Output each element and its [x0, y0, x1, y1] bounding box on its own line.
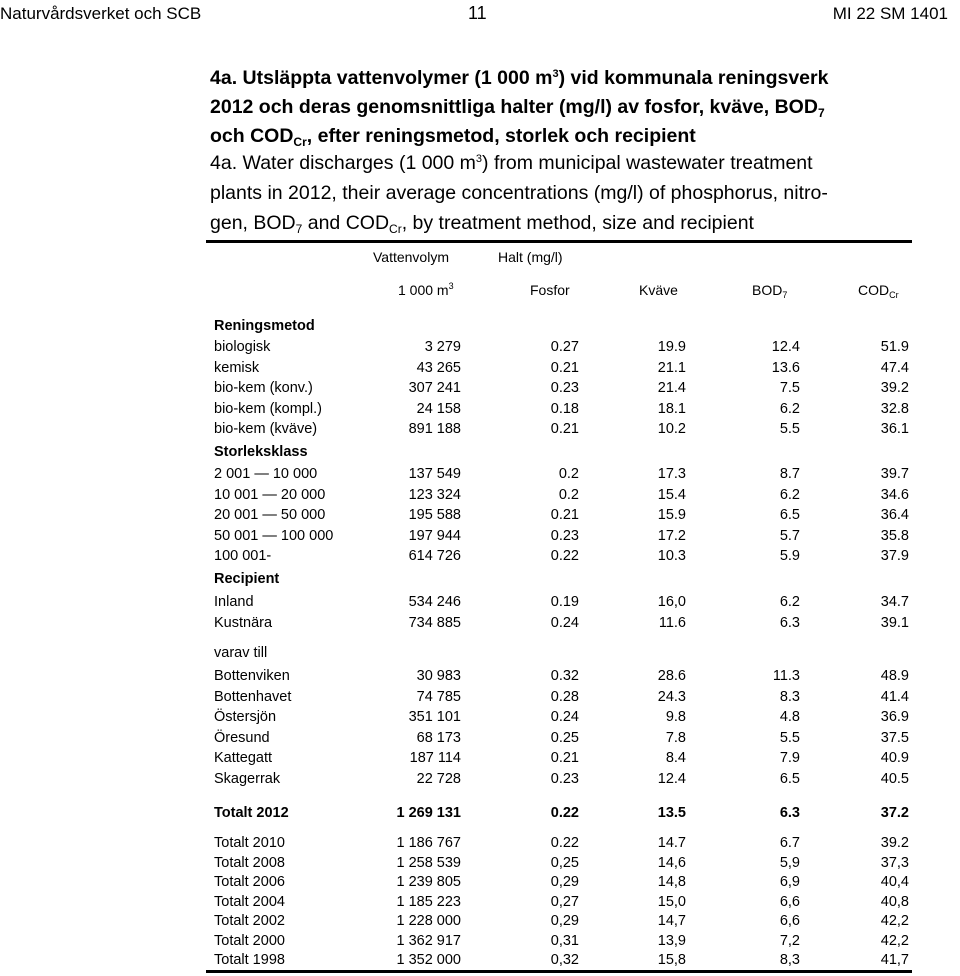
cell-cod: 42,2 [880, 913, 909, 929]
cell-cod: 47.4 [880, 359, 909, 376]
cell-kvave: 14,7 [657, 913, 686, 929]
table-row [214, 950, 914, 970]
row-label: Bottenhavet [214, 688, 292, 705]
table-row [214, 931, 914, 951]
cell-cod: 37.2 [880, 805, 909, 821]
cell-fosfor: 0.21 [550, 421, 579, 437]
cell-cod: 40,8 [880, 893, 909, 910]
col-header-bod: $BOD_7$ [752, 282, 788, 300]
cell-fosfor: 0.28 [550, 688, 579, 705]
cell-bod: 5.7 [779, 527, 800, 544]
row-label: 20 001 — 50 000 [214, 507, 326, 523]
cell-volume: 30 983 [416, 668, 461, 684]
cell-volume: 123 324 [408, 486, 461, 503]
cell-volume: 734 885 [408, 614, 461, 631]
cell-cod: 39.2 [880, 380, 909, 396]
cell-fosfor: 0.23 [550, 770, 579, 787]
cell-volume: 1 258 539 [396, 854, 461, 871]
cell-bod: 8.7 [779, 466, 800, 482]
cell-fosfor: 0.2 [558, 466, 579, 482]
cell-volume: 1 239 805 [396, 874, 461, 890]
cell-kvave: 19.9 [657, 339, 686, 355]
table-row [214, 892, 914, 912]
row-label: bio-kem (kompl.) [214, 400, 322, 417]
cell-fosfor: 0.2 [558, 486, 579, 503]
cell-cod: 51.9 [880, 339, 909, 355]
table-row [214, 613, 914, 633]
cell-kvave: 13,9 [657, 932, 686, 949]
cell-fosfor: 0,32 [550, 952, 579, 968]
cell-kvave: 15,8 [657, 952, 686, 968]
cell-volume: 24 158 [416, 400, 461, 417]
cell-kvave: 10.3 [657, 548, 686, 564]
col-header-kvave: Kväve [639, 282, 678, 298]
cell-volume: 68 173 [416, 729, 461, 746]
cell-kvave: 14,8 [657, 874, 686, 890]
cell-bod: 5.5 [779, 421, 800, 437]
cell-bod: 6,6 [779, 913, 800, 929]
cell-fosfor: 0,27 [550, 893, 579, 910]
col-header-cod: $COD_{Cr}$ [858, 282, 899, 300]
table-row [214, 526, 914, 546]
row-label: kemisk [214, 359, 260, 376]
page-number: 11 [468, 3, 487, 23]
cell-kvave: 28.6 [657, 668, 686, 684]
cell-volume: 1 269 131 [396, 805, 461, 821]
cell-volume: 1 185 223 [396, 893, 461, 910]
cell-fosfor: 0.18 [550, 400, 579, 417]
cell-cod: 39.1 [880, 614, 909, 631]
table-row [214, 707, 914, 727]
section-recipient: Recipient [214, 571, 280, 587]
cell-volume: 1 228 000 [396, 913, 461, 929]
row-label: 10 001 — 20 000 [214, 486, 326, 503]
cell-bod: 5,9 [779, 854, 800, 871]
cell-kvave: 11.6 [658, 614, 686, 631]
row-label: Totalt 2002 [214, 913, 285, 929]
cell-fosfor: 0.27 [550, 339, 579, 355]
cell-fosfor: 0.23 [550, 380, 579, 396]
cell-fosfor: 0.25 [550, 729, 579, 746]
row-label: 100 001- [214, 548, 272, 564]
cell-fosfor: 0.22 [550, 548, 579, 564]
cell-kvave: 21.4 [657, 380, 686, 396]
row-label: Öresund [214, 729, 270, 746]
cell-cod: 41.4 [880, 688, 909, 705]
table-row [214, 687, 914, 707]
row-label: bio-kem (konv.) [214, 380, 313, 396]
row-label: Bottenviken [214, 668, 290, 684]
row-label: Totalt 2004 [214, 893, 285, 910]
row-label: Kattegatt [214, 750, 273, 766]
row-label: 2 001 — 10 000 [214, 466, 318, 482]
cell-cod: 48.9 [880, 668, 909, 684]
section-storleksklass: Storleksklass [214, 444, 308, 460]
col-header-fosfor: Fosfor [530, 282, 570, 298]
cell-volume: 195 588 [408, 507, 461, 523]
cell-bod: 6,9 [779, 874, 800, 890]
cell-bod: 6,6 [779, 893, 800, 910]
cell-cod: 36.9 [880, 709, 909, 725]
cell-cod: 36.1 [880, 421, 909, 437]
row-label: Totalt 2010 [214, 835, 285, 851]
header-publisher: Naturvårdsverket och SCB [0, 4, 202, 23]
cell-fosfor: 0,29 [550, 874, 579, 890]
cell-bod: 5.5 [779, 729, 800, 746]
cell-volume: 187 114 [409, 750, 461, 766]
cell-volume: 307 241 [408, 380, 461, 396]
cell-cod: 40.5 [880, 770, 909, 787]
cell-bod: 6.3 [779, 614, 800, 631]
cell-kvave: 14,6 [657, 854, 686, 871]
cell-kvave: 16,0 [657, 594, 686, 610]
table-row [214, 872, 914, 892]
cell-kvave: 7.8 [665, 729, 686, 746]
cell-volume: 891 188 [408, 421, 461, 437]
cell-volume: 22 728 [416, 770, 461, 787]
cell-bod: 13.6 [771, 359, 800, 376]
cell-cod: 37.5 [880, 729, 909, 746]
cell-volume: 351 101 [408, 709, 461, 725]
cell-cod: 39.2 [880, 835, 909, 851]
cell-cod: 35.8 [880, 527, 909, 544]
row-label: Skagerrak [214, 770, 281, 787]
cell-volume: 1 352 000 [396, 952, 461, 968]
table-row [214, 419, 914, 439]
table-row [214, 505, 914, 525]
cell-kvave: 13.5 [657, 805, 686, 821]
table-row [214, 769, 914, 789]
cell-volume: 1 186 767 [396, 835, 461, 851]
cell-cod: 36.4 [880, 507, 909, 523]
cell-kvave: 9.8 [665, 709, 686, 725]
cell-fosfor: 0.24 [550, 709, 579, 725]
row-label: Totalt 2008 [214, 854, 285, 871]
table-row [214, 464, 914, 484]
table-row [214, 728, 914, 748]
cell-kvave: 10.2 [657, 421, 686, 437]
cell-volume: 1 362 917 [396, 932, 461, 949]
row-label: Östersjön [214, 709, 277, 725]
cell-bod: 8.3 [779, 688, 800, 705]
table-row [214, 748, 914, 768]
cell-bod: 7.9 [779, 750, 800, 766]
cell-volume: 534 246 [408, 594, 461, 610]
col-header-halt: Halt (mg/l) [498, 249, 563, 265]
table-row [214, 803, 914, 823]
cell-cod: 34.6 [880, 486, 909, 503]
table-title-english: 4a. Water discharges (1 000 $m^3$) from municipal wastewater treatment plants in 2012, their average concentrations (mg/l) of phosphorus, nitro- gen, $BOD_7$ and $COD_{Cr}$, by treatment method, size and recipient [210, 152, 828, 236]
cell-cod: 42,2 [880, 932, 909, 949]
table-row [214, 358, 914, 378]
report-code: MI 22 SM 1401 [832, 4, 948, 23]
col-header-unit: 1 000 $m^3$ [398, 281, 454, 298]
cell-bod: 6.5 [779, 507, 800, 523]
table-row [214, 546, 914, 566]
table-row [214, 833, 914, 853]
cell-fosfor: 0.32 [550, 668, 579, 684]
cell-fosfor: 0.22 [550, 835, 579, 851]
cell-kvave: 15.4 [657, 486, 686, 503]
cell-bod: 12.4 [771, 339, 800, 355]
cell-volume: 3 279 [424, 339, 461, 355]
cell-volume: 614 726 [408, 548, 461, 564]
cell-volume: 137 549 [408, 466, 461, 482]
cell-bod: 6.5 [779, 770, 800, 787]
row-label: Totalt 2000 [214, 932, 285, 949]
row-label: Totalt 1998 [214, 952, 285, 968]
row-label: 50 001 — 100 000 [214, 527, 334, 544]
cell-kvave: 21.1 [657, 359, 686, 376]
row-label: Inland [214, 594, 254, 610]
cell-bod: 6.2 [779, 486, 800, 503]
table-title-swedish: 4a. Utsläppta vattenvolymer (1 000 $m^3$) vid kommunala reningsverk 2012 och deras genomsnittliga halter (mg/l) av fosfor, kväve, $BOD_7$ och $COD_{Cr}$, efter reningsmetod, storlek och recipient [210, 67, 829, 149]
cell-cod: 32.8 [880, 400, 909, 417]
cell-bod: 8,3 [779, 952, 800, 968]
table-row [214, 666, 914, 686]
cell-bod: 6.3 [779, 805, 800, 821]
table-top-rule [206, 240, 912, 243]
cell-cod: 37.9 [880, 548, 909, 564]
table-row [214, 485, 914, 505]
cell-cod: 40,4 [880, 874, 909, 890]
cell-cod: 40.9 [880, 750, 909, 766]
cell-kvave: 8.4 [665, 750, 686, 766]
cell-kvave: 12.4 [657, 770, 686, 787]
cell-fosfor: 0.22 [550, 805, 579, 821]
cell-bod: 5.9 [779, 548, 800, 564]
cell-kvave: 18.1 [657, 400, 686, 417]
cell-fosfor: 0.24 [550, 614, 579, 631]
cell-cod: 34.7 [880, 594, 909, 610]
cell-fosfor: 0,25 [550, 854, 579, 871]
table-row [214, 911, 914, 931]
table-row [214, 592, 914, 612]
section-reningsmetod: Reningsmetod [214, 318, 315, 334]
table-row [214, 399, 914, 419]
row-label: bio-kem (kväve) [214, 421, 318, 437]
row-label: Kustnära [214, 614, 273, 631]
cell-bod: 6.2 [779, 400, 800, 417]
cell-bod: 6.2 [779, 594, 800, 610]
row-label: Totalt 2006 [214, 874, 285, 890]
cell-volume: 74 785 [416, 688, 461, 705]
section-varav-till: varav till [214, 645, 268, 661]
table-row [214, 853, 914, 873]
row-label: Totalt 2012 [214, 805, 289, 821]
cell-cod: 39.7 [880, 466, 909, 482]
cell-fosfor: 0.19 [550, 594, 579, 610]
cell-volume: 43 265 [416, 359, 461, 376]
cell-cod: 41,7 [880, 952, 909, 968]
cell-kvave: 15.9 [657, 507, 686, 523]
cell-fosfor: 0.21 [550, 359, 579, 376]
row-label: biologisk [214, 339, 271, 355]
cell-kvave: 15,0 [657, 893, 686, 910]
cell-bod: 6.7 [779, 835, 800, 851]
cell-volume: 197 944 [408, 527, 461, 544]
cell-kvave: 17.3 [657, 466, 686, 482]
cell-kvave: 14.7 [657, 835, 686, 851]
cell-fosfor: 0.21 [550, 750, 579, 766]
col-header-volume: Vattenvolym [373, 249, 449, 265]
table-row [214, 378, 914, 398]
cell-fosfor: 0.23 [550, 527, 579, 544]
cell-cod: 37,3 [880, 854, 909, 871]
cell-kvave: 24.3 [657, 688, 686, 705]
table-bottom-rule [206, 970, 912, 973]
cell-kvave: 17.2 [657, 527, 686, 544]
cell-bod: 11.3 [772, 668, 800, 684]
cell-fosfor: 0,29 [550, 913, 579, 929]
cell-bod: 7,2 [779, 932, 800, 949]
cell-fosfor: 0.21 [550, 507, 579, 523]
cell-fosfor: 0,31 [550, 932, 579, 949]
cell-bod: 7.5 [779, 380, 800, 396]
table-row [214, 337, 914, 357]
cell-bod: 4.8 [779, 709, 800, 725]
